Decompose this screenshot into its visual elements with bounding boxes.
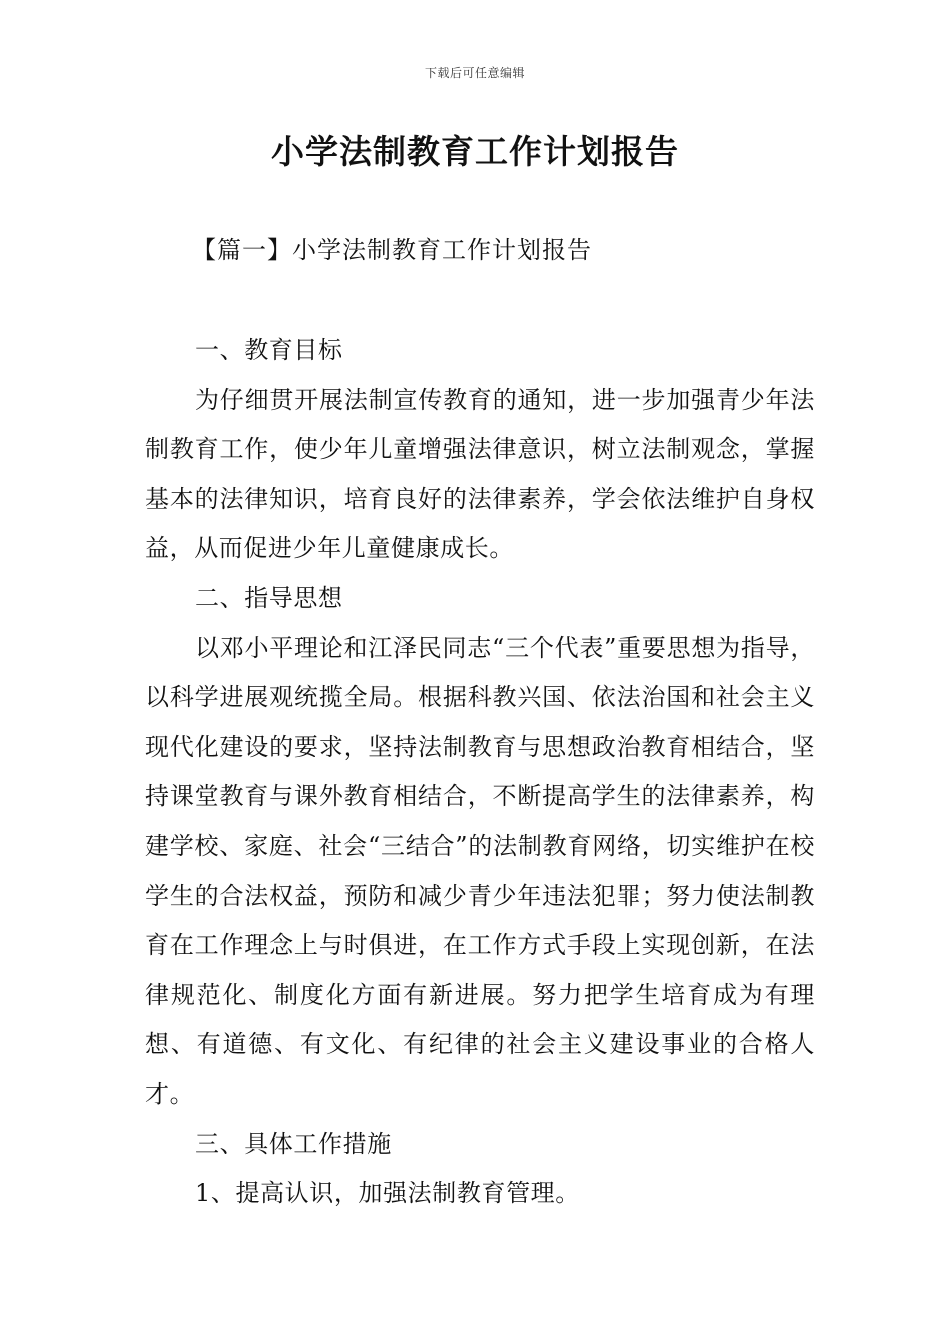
section-heading: 【篇一】小学法制教育工作计划报告 xyxy=(192,236,592,264)
heading-guiding-ideology: 二、指导思想 xyxy=(195,583,343,612)
paragraph-education-goals: 为仔细贯开展法制宣传教育的通知，进一步加强青少年法制教育工作，使少年儿童增强法律意识，树立法制观念，掌握基本的法律知识，培育良好的法律素养，学会依法维护自身权益，从而促进少年儿童健康成长。 xyxy=(145,385,815,563)
body-text xyxy=(145,326,815,1219)
heading-education-goals: 一、教育目标 xyxy=(195,336,343,364)
page-title: 小学法制教育工作计划报告 xyxy=(271,132,679,171)
paragraph-measure-1: 1、提高认识，加强法制教育管理。 xyxy=(195,1179,580,1208)
paragraph-guiding-ideology: 以邓小平理论和江泽民同志“三个代表”重要思想为指导，以科学进展观统揽全局。根据科教兴国、依法治国和社会主义现代化建设的要求，坚持法制教育与思想政治教育相结合，坚持课堂教育与课外教育相结合，不断提高学生的法律素养，构建学校、家庭、社会“三结合”的法制教育网络，切实维护在校学生的合法权益，预防和减少青少年违法犯罪；努力使法制教育在工作理念上与时俱进，在工作方式手段上实现创新，在法律规范化、制度化方面有新进展。努力把学生培育成为有理想、有道德、有文化、有纪律的社会主义建设事业的合格人才。 xyxy=(145,633,815,1108)
heading-specific-measures: 三、具体工作措施 xyxy=(195,1129,392,1158)
header-note: 下载后可任意编辑 xyxy=(424,66,525,80)
